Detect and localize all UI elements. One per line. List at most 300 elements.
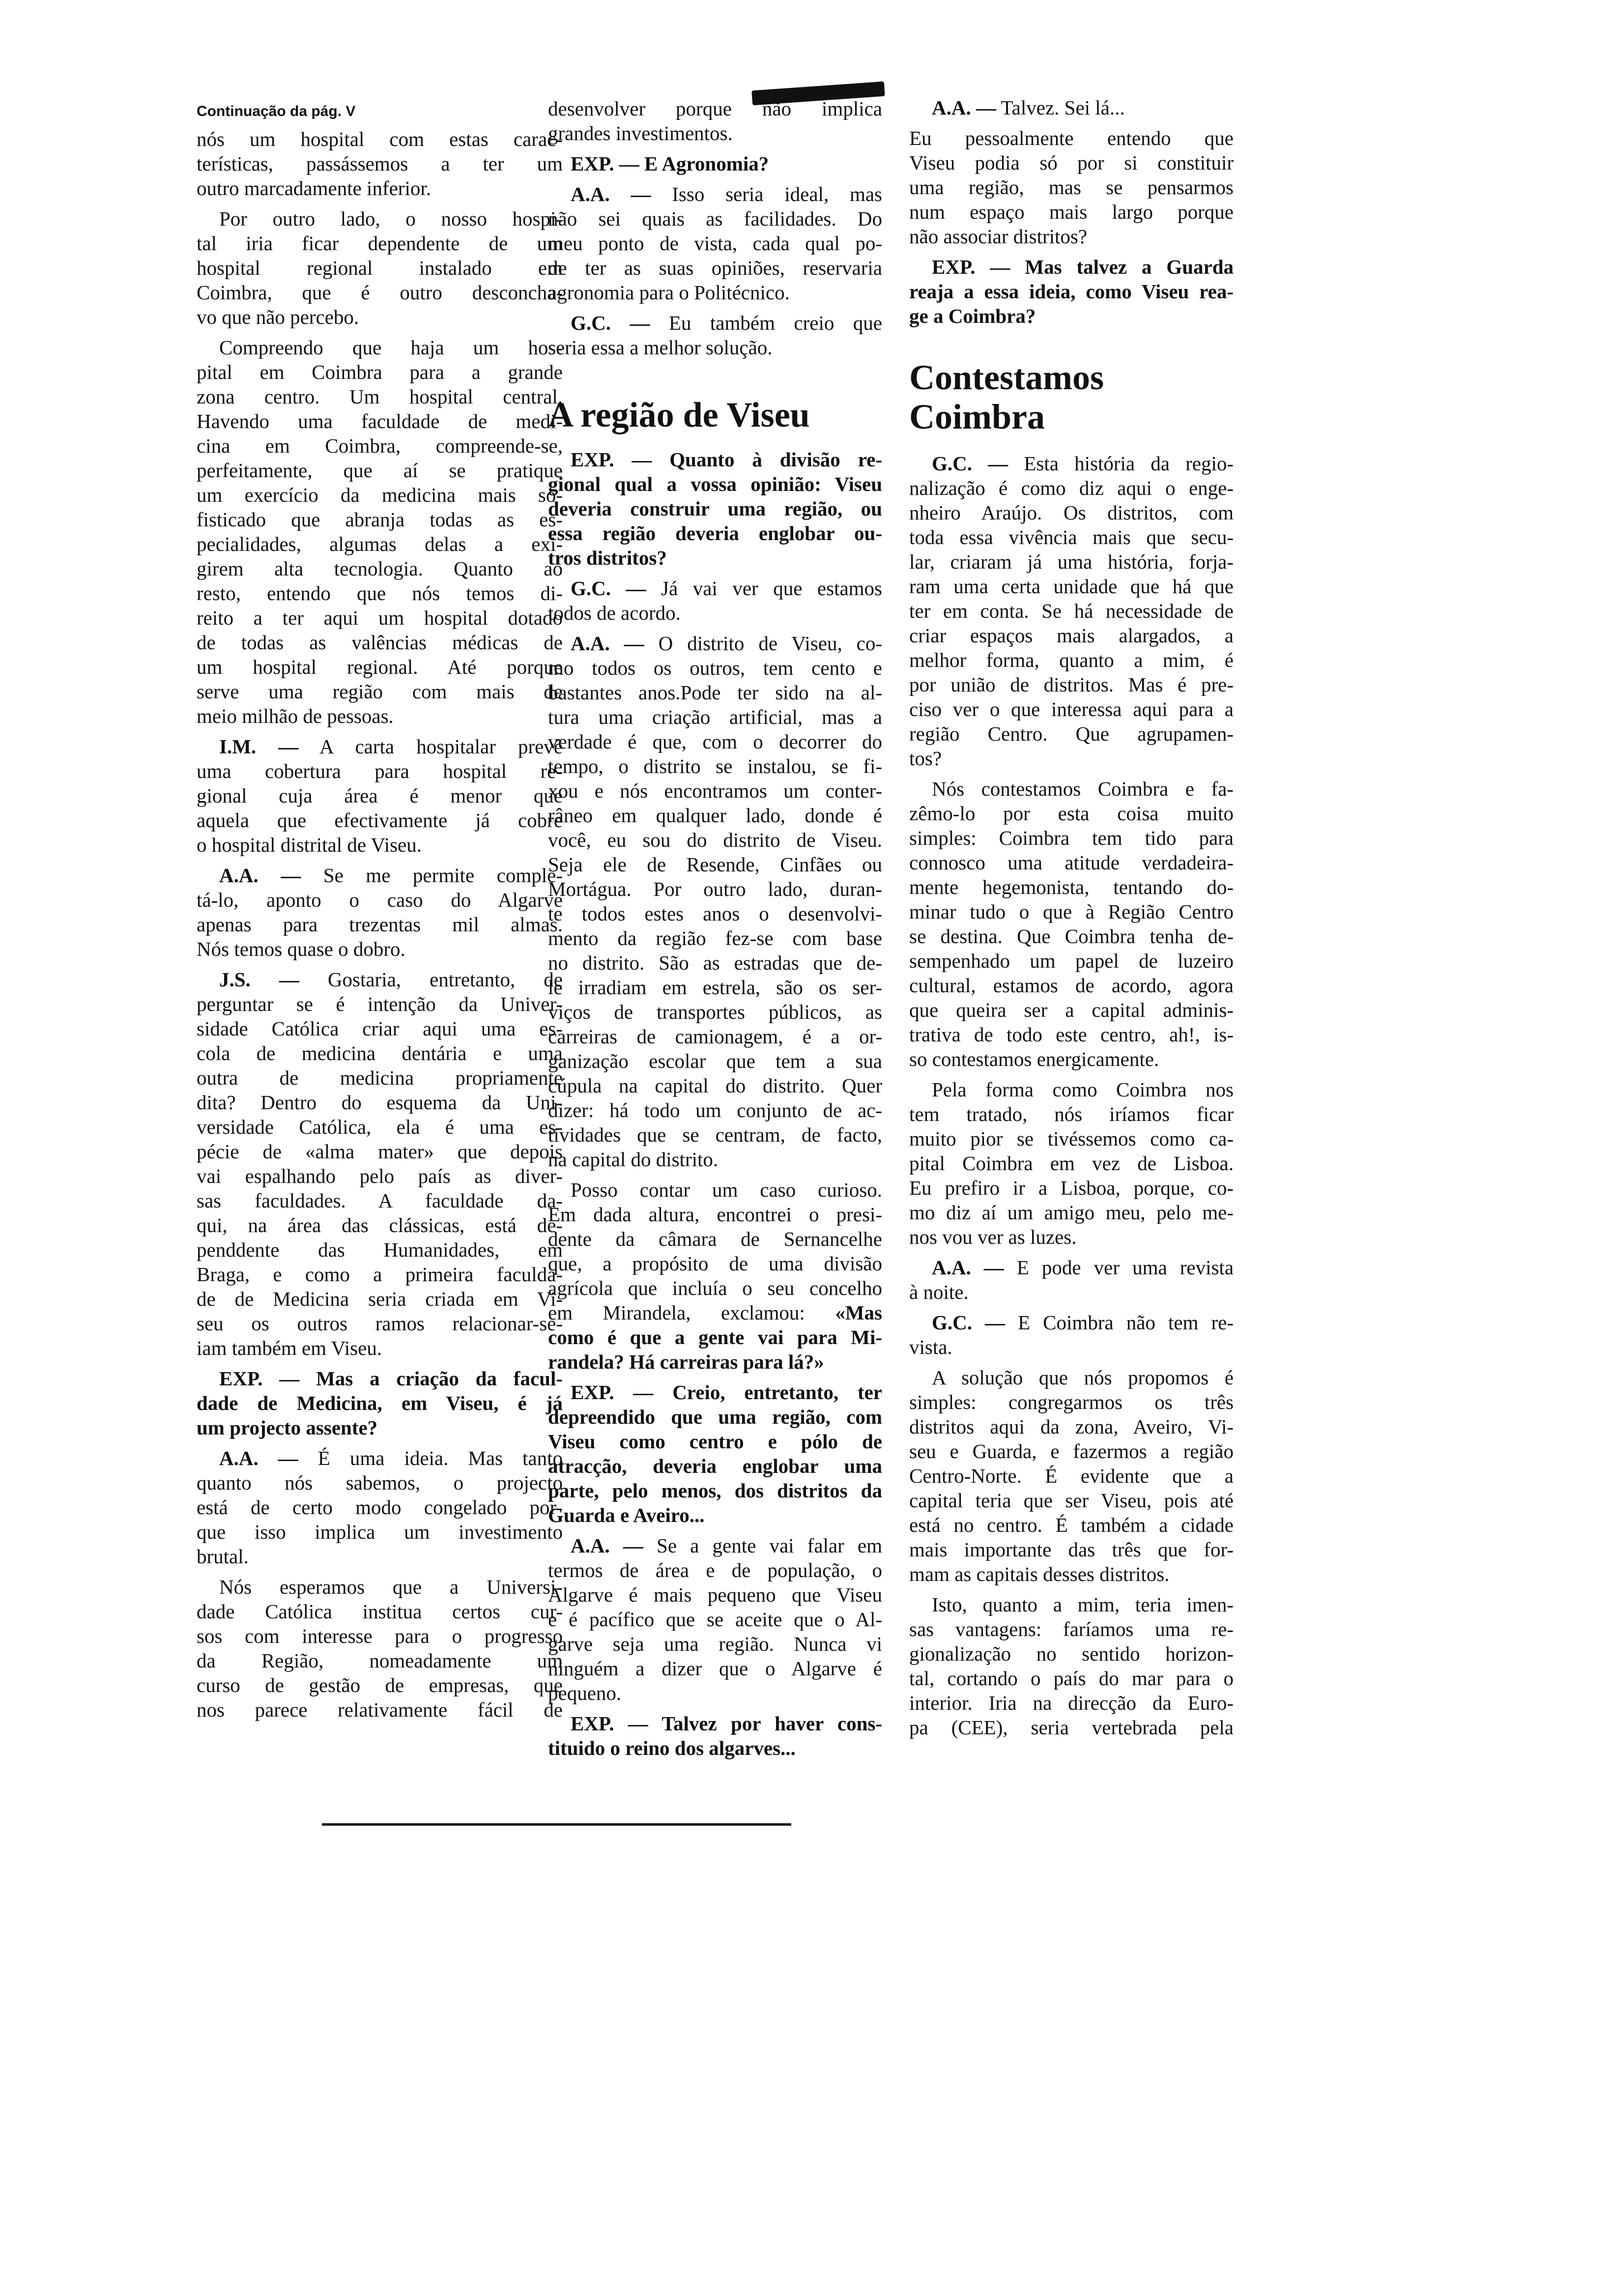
text-line — [197, 384, 563, 409]
text-line — [909, 255, 1234, 279]
paragraph — [548, 96, 882, 145]
interviewer-question — [548, 1380, 882, 1527]
line-text: gionalização no sentido horizon- — [909, 1642, 1234, 1665]
text-line — [548, 1582, 882, 1607]
text-line — [548, 1558, 882, 1582]
text-line — [548, 1349, 882, 1374]
text-line — [909, 1439, 1234, 1464]
line-text: melhor forma, quanto a mim, é — [909, 649, 1234, 671]
line-text: cola de medicina dentária e uma — [197, 1042, 563, 1064]
line-text: nos vou ver as luzes. — [909, 1226, 1077, 1248]
line-text: Se a gente vai falar em — [643, 1534, 883, 1557]
speaker-label: A.A. — — [932, 96, 996, 119]
text-line — [909, 549, 1234, 574]
text-line — [909, 1365, 1234, 1390]
text-line — [197, 1213, 563, 1237]
line-text: serve uma região com mais de — [197, 680, 563, 703]
text-line — [197, 409, 563, 433]
text-line — [197, 1336, 563, 1360]
line-text: Guarda e Aveiro... — [548, 1504, 705, 1526]
text-line — [548, 1024, 882, 1049]
text-line — [197, 1366, 563, 1391]
section-heading: Contestamos Coimbra — [909, 358, 1104, 436]
text-line — [197, 679, 563, 704]
speaker-label: A.A. — — [219, 864, 301, 887]
text-line — [548, 1325, 882, 1349]
speaker-label: J.S. — — [219, 968, 299, 991]
text-line — [197, 912, 563, 937]
text-line — [197, 808, 563, 832]
text-line — [909, 599, 1234, 623]
text-line — [197, 1470, 563, 1495]
line-text: perguntar se é intenção da Univer- — [197, 993, 563, 1015]
line-text: uma região, mas se pensarmos — [909, 176, 1234, 199]
text-line — [197, 256, 563, 280]
text-line — [909, 1047, 1234, 1071]
paragraph — [909, 1365, 1234, 1586]
line-text: interior. Iria na direcção da Euro- — [909, 1692, 1234, 1714]
line-text: sas faculdades. A faculdade da- — [197, 1189, 563, 1212]
line-text: versidade Católica, ela é uma es- — [197, 1116, 563, 1138]
line-text: cúpula na capital do distrito. Quer — [548, 1074, 882, 1097]
text-line — [197, 1041, 563, 1065]
text-line — [909, 948, 1234, 973]
text-line — [197, 832, 563, 857]
text-line — [197, 1188, 563, 1213]
line-text: Se me permite comple- — [301, 864, 563, 887]
text-line — [909, 476, 1234, 500]
text-line — [909, 95, 1234, 120]
text-line — [909, 1641, 1234, 1666]
text-line — [197, 1090, 563, 1115]
line-text: nós um hospital com estas carac- — [197, 128, 563, 150]
line-text: Isso seria ideal, mas — [651, 183, 883, 205]
line-text: Algarve é mais pequeno que Viseu — [548, 1583, 882, 1606]
text-line — [548, 601, 882, 625]
section-heading: A região de Viseu — [548, 395, 810, 434]
text-line — [548, 1454, 882, 1478]
text-line — [909, 1691, 1234, 1715]
line-text: agrícola que incluía o seu concelho — [548, 1277, 882, 1299]
line-text: muito pior se tivéssemos como ca- — [909, 1127, 1234, 1150]
text-line — [548, 950, 882, 975]
text-line — [197, 1115, 563, 1139]
line-text: que isso implica um investimento — [197, 1521, 563, 1543]
text-line — [548, 1177, 882, 1202]
text-line — [909, 279, 1234, 304]
line-text: ciso ver o que interessa aqui para a — [909, 698, 1234, 720]
paragraph — [197, 206, 563, 329]
line-text: depreendido que uma região, com — [548, 1406, 882, 1428]
paragraph — [548, 1533, 882, 1705]
text-line — [548, 1607, 882, 1632]
line-text: está no centro. É também a cidade — [909, 1514, 1234, 1536]
text-line — [548, 182, 882, 206]
line-text: tituido o reino dos algarves... — [548, 1737, 796, 1759]
line-text: pital em Coimbra para a grande — [197, 361, 563, 383]
text-line — [197, 863, 563, 888]
text-line — [197, 581, 563, 605]
line-text: essa região deveria englobar ou- — [548, 522, 882, 545]
text-line — [197, 734, 563, 759]
line-text: um exercício da medicina mais so- — [197, 484, 563, 506]
line-text: grandes investimentos. — [548, 122, 733, 144]
paragraph — [909, 1077, 1234, 1249]
text-line — [909, 1176, 1234, 1200]
text-line — [909, 1390, 1234, 1414]
interviewer-question — [548, 151, 882, 176]
text-line — [909, 525, 1234, 549]
line-text: no distrito. São as estradas que de- — [548, 951, 882, 974]
line-text: EXP. — Mas talvez a Guarda — [932, 256, 1234, 278]
text-line — [197, 759, 563, 783]
text-line — [909, 998, 1234, 1022]
line-text: sos com interesse para o progresso — [197, 1625, 563, 1647]
line-text: garve seja uma região. Nunca vi — [548, 1633, 882, 1655]
text-line — [909, 672, 1234, 697]
line-text: Viseu como centro e pólo de — [548, 1430, 882, 1453]
line-text: vai espalhando pelo país as diver- — [197, 1165, 563, 1187]
text-line — [197, 1648, 563, 1673]
line-text: à noite. — [909, 1281, 969, 1303]
text-line — [909, 574, 1234, 599]
line-text: brutal. — [197, 1545, 249, 1568]
text-line — [548, 803, 882, 828]
line-text: E pode ver uma revista — [1004, 1256, 1234, 1279]
text-line — [909, 1666, 1234, 1691]
speaker-label: A.A. — — [571, 632, 644, 655]
line-text: Eu pessoalmente entendo que — [909, 127, 1234, 149]
line-text: está de certo modo congelado por- — [197, 1496, 563, 1519]
line-text: so contestamos energicamente. — [909, 1048, 1159, 1070]
line-text: sidade Católica criar aqui uma es- — [197, 1017, 563, 1040]
text-line — [548, 256, 882, 280]
text-line — [197, 1624, 563, 1648]
line-text: de de Medicina seria criada em Vi- — [197, 1288, 563, 1310]
text-line — [197, 305, 563, 329]
text-line — [197, 1016, 563, 1041]
line-text: zêmo-lo por esta coisa muito — [909, 802, 1234, 825]
line-text: outra de medicina propriamente — [197, 1066, 563, 1089]
text-line — [548, 1503, 882, 1527]
line-text: É uma ideia. Mas tanto — [298, 1447, 563, 1469]
line-text: quanto nós sabemos, o projecto — [197, 1471, 563, 1494]
line-text: em Mirandela, exclamou: — [548, 1301, 835, 1324]
column-1 — [197, 127, 563, 1722]
text-line — [197, 655, 563, 679]
paragraph — [909, 1255, 1234, 1304]
line-text: você, eu sou do distrito de Viseu. — [548, 829, 882, 851]
text-line — [909, 1255, 1234, 1280]
text-line — [197, 1164, 563, 1188]
line-text: termos de área e de população, o — [548, 1559, 882, 1581]
line-text: Já vai ver que estamos — [646, 577, 883, 600]
line-text: Havendo uma faculdade de medi- — [197, 410, 563, 432]
line-text: criar espaços mais alargados, a — [909, 624, 1234, 647]
text-line — [197, 704, 563, 728]
line-text: dade Católica institua certos cur- — [197, 1600, 563, 1623]
line-text: tal iria ficar dependente de um — [197, 232, 563, 255]
line-text: que, a propósito de uma divisão — [548, 1252, 882, 1275]
text-line — [909, 648, 1234, 672]
line-text: zona centro. Um hospital central. — [197, 385, 563, 408]
column-3 — [909, 95, 1234, 1740]
line-text: Braga, e como a primeira faculda- — [197, 1263, 563, 1286]
text-line — [909, 973, 1234, 998]
line-text: Viseu podia só por si constituir — [909, 151, 1234, 174]
line-text: outro marcadamente inferior. — [197, 177, 431, 200]
text-line — [548, 1656, 882, 1681]
interviewer-question — [548, 1711, 882, 1760]
text-line — [909, 899, 1234, 924]
line-text: deveria construir uma região, ou — [548, 497, 882, 520]
line-text: todos de acordo. — [548, 602, 681, 624]
text-line — [909, 1488, 1234, 1513]
text-line — [909, 1562, 1234, 1586]
text-line — [197, 1697, 563, 1722]
line-text: dizer: há todo um conjunto de ac- — [548, 1099, 882, 1121]
line-text: tividades que se centram, de facto, — [548, 1123, 882, 1146]
text-line — [909, 1513, 1234, 1537]
text-line — [909, 1225, 1234, 1249]
text-line — [197, 967, 563, 992]
text-line — [197, 1311, 563, 1336]
line-text: e é pacífico que se aceite que o Al- — [548, 1608, 882, 1631]
speaker-label: A.A. — — [571, 1534, 643, 1557]
line-text: Talvez. Sei lá... — [996, 96, 1125, 119]
line-text: toda essa vivência mais que secu- — [909, 526, 1234, 548]
text-line — [548, 877, 882, 901]
quote-text: como é que a gente vai para Mi- — [548, 1326, 882, 1349]
text-line — [548, 1147, 882, 1172]
line-text: de todas as valências médicas de — [197, 631, 563, 654]
line-text: hospital regional instalado em — [197, 257, 563, 279]
text-line — [909, 1022, 1234, 1047]
text-line — [548, 778, 882, 803]
line-text: não sei quais as facilidades. Do — [548, 207, 882, 230]
text-line — [548, 656, 882, 680]
text-line — [197, 605, 563, 630]
text-line — [548, 754, 882, 778]
text-line — [197, 1139, 563, 1164]
text-line — [909, 1126, 1234, 1151]
line-text: sas vantagens: faríamos uma re- — [909, 1618, 1234, 1640]
text-line — [197, 1520, 563, 1544]
paragraph — [197, 734, 563, 857]
text-line — [197, 1446, 563, 1470]
text-line — [197, 1391, 563, 1415]
line-text: Esta história da regio- — [1008, 452, 1234, 475]
line-text: tros distritos? — [548, 546, 667, 569]
line-text: seu os outros ramos relacionar-se- — [197, 1312, 563, 1335]
line-text: carreiras de camionagem, é a or- — [548, 1025, 882, 1048]
line-text: pécie de «alma mater» que depois — [197, 1140, 563, 1163]
text-line — [548, 1736, 882, 1760]
text-line — [548, 1533, 882, 1558]
text-line — [548, 1000, 882, 1024]
line-text: trativa de todo este centro, ah!, is- — [909, 1023, 1234, 1046]
line-text: distritos aqui da zona, Aveiro, Vi- — [909, 1415, 1234, 1438]
text-line — [909, 224, 1234, 249]
line-text: da Região, nomeadamente um — [197, 1649, 563, 1672]
text-line — [909, 850, 1234, 875]
line-text: Gostaria, entretanto, de — [299, 968, 563, 991]
line-text: Posso contar um caso curioso. — [571, 1178, 882, 1201]
speaker-label: A.A. — — [219, 1447, 298, 1469]
text-line — [909, 1414, 1234, 1439]
paragraph — [197, 1446, 563, 1569]
text-line — [909, 875, 1234, 899]
line-text: râneo em qualquer lado, donde é — [548, 804, 882, 827]
text-line — [909, 924, 1234, 948]
text-line — [548, 447, 882, 472]
paragraph — [909, 776, 1234, 1071]
text-line — [909, 1464, 1234, 1488]
line-text: agronomia para o Politécnico. — [548, 281, 790, 304]
text-line — [548, 545, 882, 570]
text-line — [909, 175, 1234, 200]
text-line — [548, 206, 882, 231]
line-text: EXP. — Quanto à divisão re- — [571, 448, 882, 471]
text-line — [548, 121, 882, 145]
text-line — [909, 304, 1234, 328]
paragraph — [548, 311, 882, 360]
text-line — [548, 335, 882, 360]
bottom-rule — [322, 1823, 791, 1826]
text-line — [197, 1262, 563, 1287]
line-text: cina em Coimbra, compreende-se, — [197, 434, 563, 457]
text-line — [548, 1380, 882, 1405]
text-line — [548, 1711, 882, 1736]
line-text: ge a Coimbra? — [909, 305, 1036, 327]
line-text: Isto, quanto a mim, teria imen- — [932, 1593, 1234, 1616]
line-text: Nós temos quase o dobro. — [197, 938, 405, 960]
line-text: apenas para trezentas mil almas. — [197, 913, 563, 936]
text-line — [909, 1151, 1234, 1176]
speaker-label: A.A. — — [932, 1256, 1004, 1279]
text-line — [197, 433, 563, 458]
text-line — [909, 1280, 1234, 1304]
text-line — [909, 1102, 1234, 1126]
text-line — [548, 631, 882, 656]
text-line — [197, 1287, 563, 1311]
text-line — [548, 1049, 882, 1073]
line-text: EXP. — Talvez por haver cons- — [571, 1712, 882, 1735]
text-line — [548, 1429, 882, 1454]
text-line — [197, 992, 563, 1016]
line-text: cultural, estamos de acordo, agora — [909, 974, 1234, 997]
line-text: sempenhado um papel de luzeiro — [909, 949, 1234, 972]
line-text: meio milhão de pessoas. — [197, 705, 394, 727]
text-line — [197, 231, 563, 256]
paragraph — [197, 1575, 563, 1722]
text-line — [909, 1715, 1234, 1740]
line-text: Em dada altura, encontrei o presi- — [548, 1203, 882, 1226]
text-line — [548, 280, 882, 305]
line-text: iam também em Viseu. — [197, 1337, 382, 1359]
text-line — [548, 1632, 882, 1656]
line-text: não associar distritos? — [909, 225, 1088, 248]
line-text: tem tratado, nós iríamos ficar — [909, 1103, 1234, 1125]
line-text: le irradiam em estrela, são os ser- — [548, 976, 882, 999]
speaker-label: G.C. — — [932, 1311, 1006, 1334]
text-line — [548, 680, 882, 705]
line-text: uma cobertura para hospital re- — [197, 760, 563, 782]
text-line — [909, 200, 1234, 224]
text-line — [909, 1592, 1234, 1617]
text-line — [197, 888, 563, 912]
text-line — [197, 458, 563, 483]
line-text: EXP. — Mas a criação da facul- — [219, 1367, 563, 1390]
text-line — [548, 231, 882, 256]
text-line — [548, 151, 882, 176]
line-text: pequeno. — [548, 1682, 622, 1704]
interviewer-question — [548, 447, 882, 570]
line-text: fisticado que abranja todas as es- — [197, 508, 563, 531]
line-text: Nós esperamos que a Universi- — [219, 1576, 563, 1598]
text-line — [548, 729, 882, 754]
line-text: mais importante das três que for- — [909, 1538, 1234, 1561]
paragraph — [548, 631, 882, 1172]
line-text: qui, na área das clássicas, está de- — [197, 1214, 563, 1236]
line-text: num espaço mais largo porque — [909, 201, 1234, 223]
text-line — [197, 1544, 563, 1569]
text-line — [548, 1098, 882, 1122]
speaker-label: G.C. — — [571, 312, 650, 334]
speaker-label: G.C. — — [571, 577, 646, 600]
text-line — [197, 1599, 563, 1624]
line-text: um projecto assente? — [197, 1416, 378, 1439]
line-text: tura uma criação artificial, mas a — [548, 706, 882, 728]
text-line — [548, 1227, 882, 1251]
paragraph — [548, 576, 882, 625]
text-line — [548, 576, 882, 601]
line-text: Pela forma como Coimbra nos — [932, 1078, 1234, 1101]
line-text: nheiro Araújo. Os distritos, com — [909, 501, 1234, 524]
line-text: parte, pelo menos, dos distritos da — [548, 1479, 882, 1502]
line-text: atracção, deveria englobar uma — [548, 1455, 882, 1477]
paragraph — [909, 95, 1234, 120]
text-line — [197, 783, 563, 808]
line-text: verdade é que, com o decorrer do — [548, 730, 882, 753]
text-line — [548, 901, 882, 926]
line-text: curso de gestão de empresas, que — [197, 1674, 563, 1696]
text-line — [909, 1617, 1234, 1641]
text-line — [548, 1405, 882, 1429]
paragraph — [197, 127, 563, 201]
line-text: Por outro lado, o nosso hospi- — [219, 207, 563, 230]
line-text: Seja ele de Resende, Cinfães ou — [548, 853, 882, 876]
paragraph — [197, 967, 563, 1360]
text-line — [909, 1537, 1234, 1562]
line-text: um hospital regional. Até porque — [197, 656, 563, 678]
text-line — [197, 507, 563, 532]
text-line — [197, 532, 563, 556]
text-line — [548, 496, 882, 521]
text-line — [548, 1073, 882, 1098]
text-line — [909, 451, 1234, 476]
speaker-label: A.A. — — [571, 183, 651, 205]
speaker-label: I.M. — — [219, 735, 299, 758]
line-text: ninguém a dizer que o Algarve é — [548, 1657, 882, 1680]
line-text: que queira ser a capital adminis- — [909, 999, 1234, 1021]
line-text: nos parece relativamente fácil de — [197, 1698, 563, 1721]
line-text: pital Coimbra em vez de Lisboa. — [909, 1152, 1234, 1175]
paragraph — [909, 1592, 1234, 1740]
line-text: mo diz aí um amigo meu, pelo me- — [909, 1201, 1234, 1224]
text-line — [548, 311, 882, 335]
text-line — [548, 705, 882, 729]
